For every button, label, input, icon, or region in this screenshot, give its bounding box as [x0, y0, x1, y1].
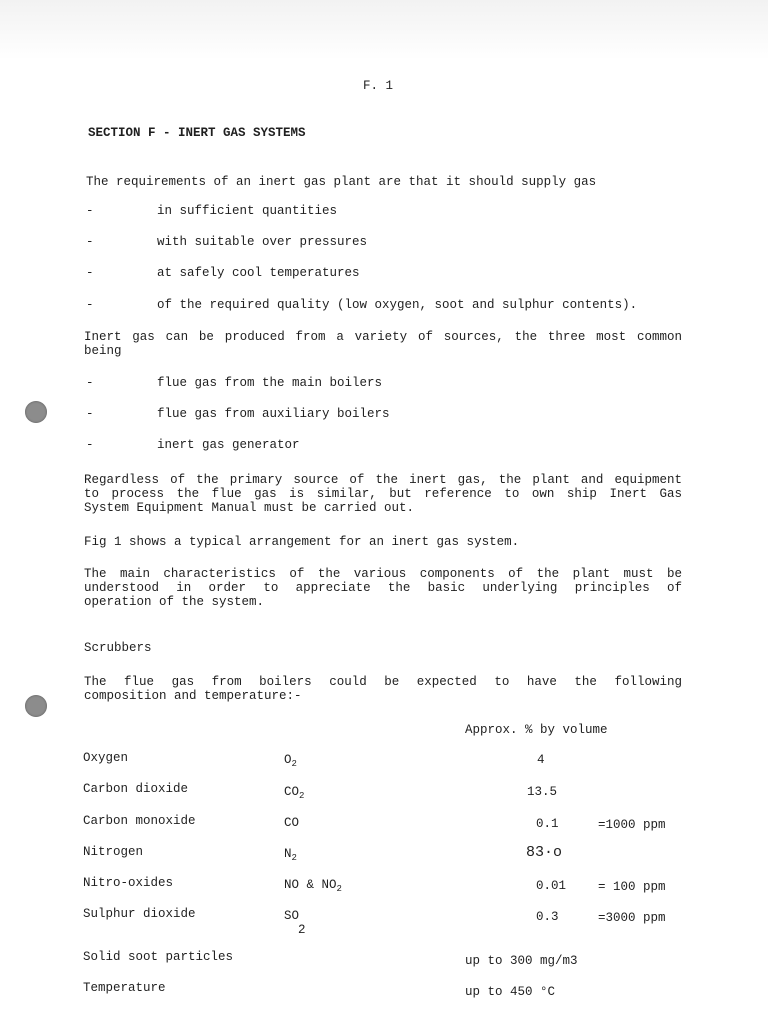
ppm-note: =3000 ppm: [598, 911, 666, 925]
gas-volume: 0.01: [536, 879, 567, 893]
paragraph-line: Regardless of the primary source of the inert gas, the plant and equipment: [84, 473, 682, 487]
list-dash: -: [86, 235, 94, 249]
list-dash: -: [86, 376, 94, 390]
list-dash: -: [86, 298, 94, 312]
gas-volume: 0.3: [536, 910, 559, 924]
characteristics-paragraph: [84, 567, 682, 609]
requirement-item: at safely cool temperatures: [157, 266, 360, 280]
list-dash: -: [86, 204, 94, 218]
requirement-item: in sufficient quantities: [157, 204, 338, 218]
source-item: flue gas from auxiliary boilers: [157, 407, 390, 421]
list-dash: -: [86, 407, 94, 421]
paragraph-line: The flue gas from boilers could be expected to have the following: [84, 675, 682, 689]
gas-name: Nitrogen: [83, 845, 144, 859]
gas-name: Carbon monoxide: [83, 814, 196, 828]
gas-formula: $O_2$: [284, 753, 297, 769]
gas-name: Carbon dioxide: [83, 782, 189, 796]
gas-formula: SO: [284, 909, 300, 923]
requirement-item: of the required quality (low oxygen, soot and sulphur contents).: [157, 298, 638, 312]
soot-label: Solid soot particles: [83, 950, 234, 964]
gas-volume: 0.1: [536, 817, 559, 831]
paragraph-line: Inert gas can be produced from a variety of sources, the three most common: [84, 330, 682, 344]
punch-hole-upper: [25, 401, 47, 423]
page-number: F. 1: [363, 79, 394, 93]
source-item: flue gas from the main boilers: [157, 376, 383, 390]
list-dash: -: [86, 266, 94, 280]
gas-formula: $CO_2$: [284, 785, 305, 801]
list-dash: -: [86, 438, 94, 452]
regardless-paragraph: [84, 473, 682, 515]
paragraph-line: to process the flue gas is similar, but reference to own ship Inert Gas: [84, 487, 682, 501]
paragraph-line: System Equipment Manual must be carried out.: [84, 501, 415, 515]
paragraph-line: composition and temperature:-: [84, 689, 302, 703]
paragraph-line: The main characteristics of the various components of the plant must be: [84, 567, 682, 581]
punch-hole-lower: [25, 695, 47, 717]
gas-name: Sulphur dioxide: [83, 907, 196, 921]
table-header: Approx. % by volume: [465, 723, 608, 737]
sources-paragraph: [84, 330, 682, 358]
gas-formula: $N_2$: [284, 847, 297, 863]
soot-value: up to 300 mg/m3: [465, 954, 578, 968]
temperature-label: Temperature: [83, 981, 166, 995]
fig-paragraph: Fig 1 shows a typical arrangement for an inert gas system.: [84, 535, 520, 549]
ppm-note: =1000 ppm: [598, 818, 666, 832]
gas-name: Nitro-oxides: [83, 876, 174, 890]
section-title: SECTION F - INERT GAS SYSTEMS: [88, 126, 306, 140]
gas-formula: NO & $NO_2$: [284, 878, 342, 894]
temperature-value: up to 450 °C: [465, 985, 556, 999]
so2-subscript: 2: [298, 923, 306, 937]
paragraph-line: operation of the system.: [84, 595, 265, 609]
gas-volume: 4: [537, 753, 545, 767]
ppm-note: = 100 ppm: [598, 880, 666, 894]
gas-name: Oxygen: [83, 751, 129, 765]
scan-shading: [0, 0, 768, 60]
flue-paragraph: [84, 675, 682, 703]
intro-text: The requirements of an inert gas plant are that it should supply gas: [86, 175, 597, 189]
gas-formula: CO: [284, 816, 300, 830]
gas-volume: 83·o: [526, 844, 563, 861]
paragraph-line: being: [84, 344, 122, 358]
gas-volume: 13.5: [527, 785, 558, 799]
requirement-item: with suitable over pressures: [157, 235, 368, 249]
source-item: inert gas generator: [157, 438, 300, 452]
paragraph-line: understood in order to appreciate the basic underlying principles of: [84, 581, 682, 595]
scrubbers-heading: Scrubbers: [84, 641, 152, 655]
